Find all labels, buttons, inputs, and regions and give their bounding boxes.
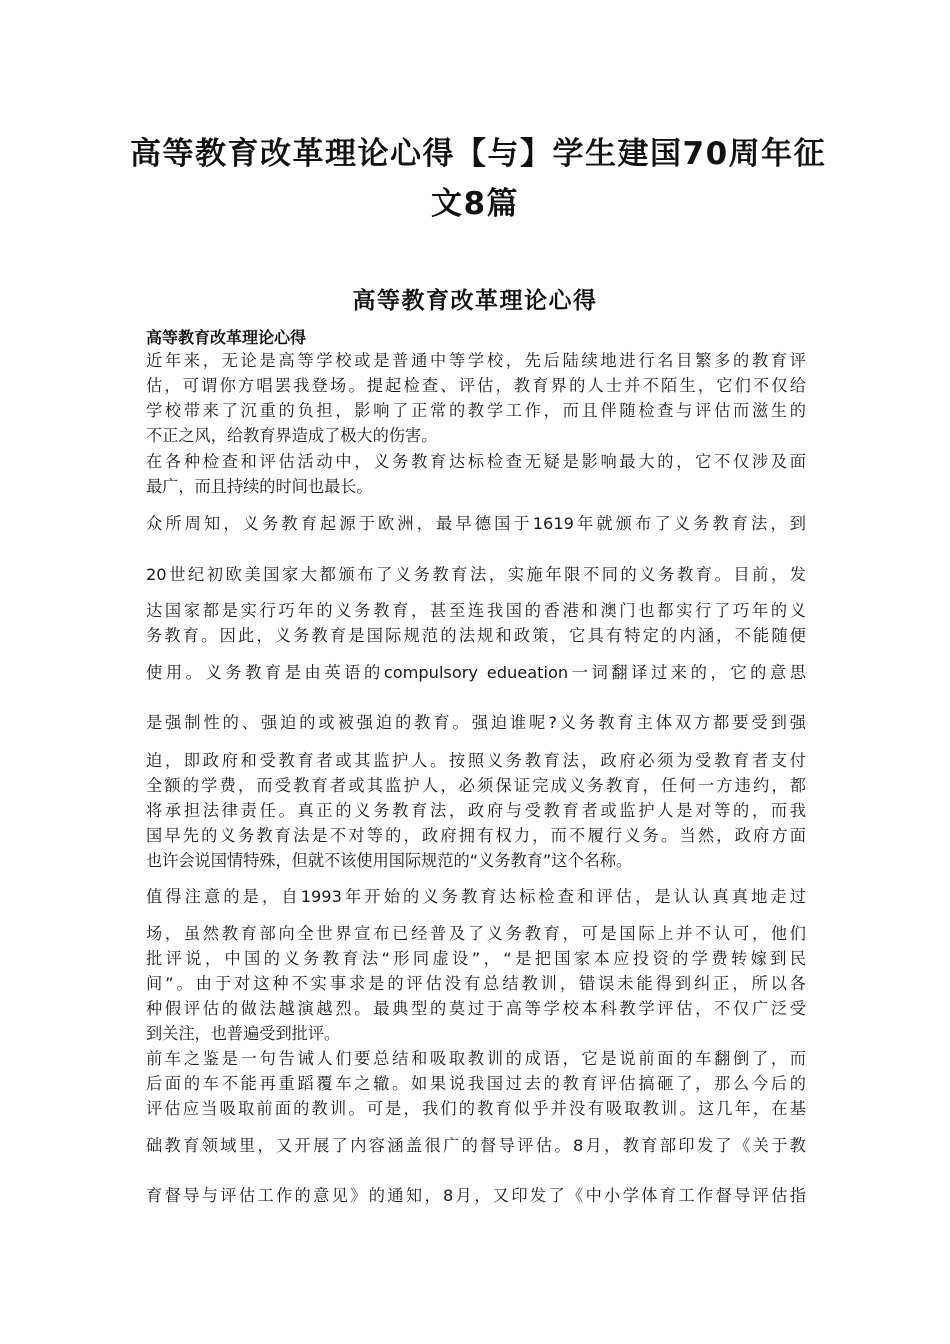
body-line: 后面的车不能再重蹈覆车之辙。如果说我国过去的教育评估搞砸了，那么今后的 — [146, 1074, 806, 1093]
body-line: 学校带来了沉重的负担，影响了正常的教学工作，而且伴随检查与评估而滋生的 — [146, 401, 806, 420]
body-line: 众所周知，义务教育起源于欧洲，最早德国于1619年就颁布了义务教育法，到 — [146, 514, 806, 533]
section-heading: 高等教育改革理论心得 — [352, 288, 598, 314]
body-line: 育督导与评估工作的意见》的通知，8月，又印发了《中小学体育工作督导评估指 — [146, 1186, 806, 1205]
document-title-line-2: 文8篇 — [430, 186, 520, 222]
body-line: 达国家都是实行巧年的义务教育，甚至连我国的香港和澳门也都实行了巧年的义 — [146, 601, 806, 620]
body-line: 到关注，也普遍受到批评。 — [146, 1024, 341, 1043]
body-line: 场，虽然教育部向全世界宣布已经普及了义务教育，可是国际上并不认可，他们 — [146, 924, 806, 943]
body-line: 将承担法律责任。真正的义务教育法，政府与受教育者或监护人是对等的，而我 — [146, 801, 806, 820]
body-line: 种假评估的做法越演越烈。最典型的莫过于高等学校本科教学评估，不仅广泛受 — [146, 999, 806, 1018]
body-line: 国早先的义务教育法是不对等的，政府拥有权力，而不履行义务。当然，政府方面 — [146, 826, 806, 845]
body-line: 是强制性的、强迫的或被强迫的教育。强迫谁呢?义务教育主体双方都要受到强 — [146, 713, 806, 732]
body-line: 务教育。因此，义务教育是国际规范的法规和政策，它具有特定的内涵，不能随便 — [146, 626, 806, 645]
body-line: 础教育领域里，又开展了内容涵盖很广的督导评估。8月，教育部印发了《关于教 — [146, 1136, 806, 1155]
body-line: 间”。由于对这种不实事求是的评估没有总结教训，错误未能得到纠正，所以各 — [146, 974, 806, 993]
body-line: 在各种检查和评估活动中，义务教育达标检查无疑是影响最大的，它不仅涉及面 — [146, 452, 806, 471]
body-line: 全额的学费，而受教育者或其监护人，必须保证完成义务教育，任何一方违约，都 — [146, 776, 806, 795]
body-line: 20世纪初欧美国家大都颁布了义务教育法，实施年限不同的义务教育。目前，发 — [146, 565, 806, 584]
body-line: 评估应当吸取前面的教训。可是，我们的教育似乎并没有吸取教训。这几年，在基 — [146, 1099, 806, 1118]
body-line: 估，可谓你方唱罢我登场。提起检查、评估，教育界的人士并不陌生，它们不仅给 — [146, 376, 806, 395]
body-line: 迫，即政府和受教育者或其监护人。按照义务教育法，政府必须为受教育者支付 — [146, 751, 806, 770]
body-line: 使用。义务教育是由英语的compulsory edueation一词翻译过来的，它的意思 — [146, 663, 806, 682]
body-line: 也许会说国情特殊，但就不该使用国际规范的“义务教育”这个名称。 — [146, 851, 633, 870]
document-title-line-1: 高等教育改革理论心得【与】学生建国70周年征 — [130, 136, 827, 172]
sub-heading: 高等教育改革理论心得 — [146, 328, 307, 347]
body-line: 批评说，中国的义务教育法“形同虚设”，“是把国家本应投资的学费转嫁到民 — [146, 949, 806, 968]
body-line: 近年来，无论是高等学校或是普通中等学校，先后陆续地进行名目繁多的教育评 — [146, 351, 806, 370]
body-line: 前车之鉴是一句告诫人们要总结和吸取教训的成语，它是说前面的车翻倒了，而 — [146, 1049, 806, 1068]
body-line: 不正之风，给教育界造成了极大的伤害。 — [146, 426, 438, 445]
document-title — [130, 128, 827, 224]
body-line: 值得注意的是，自1993年开始的义务教育达标检查和评估，是认认真真地走过 — [146, 887, 806, 906]
body-line: 最广，而且持续的时间也最长。 — [146, 477, 373, 496]
